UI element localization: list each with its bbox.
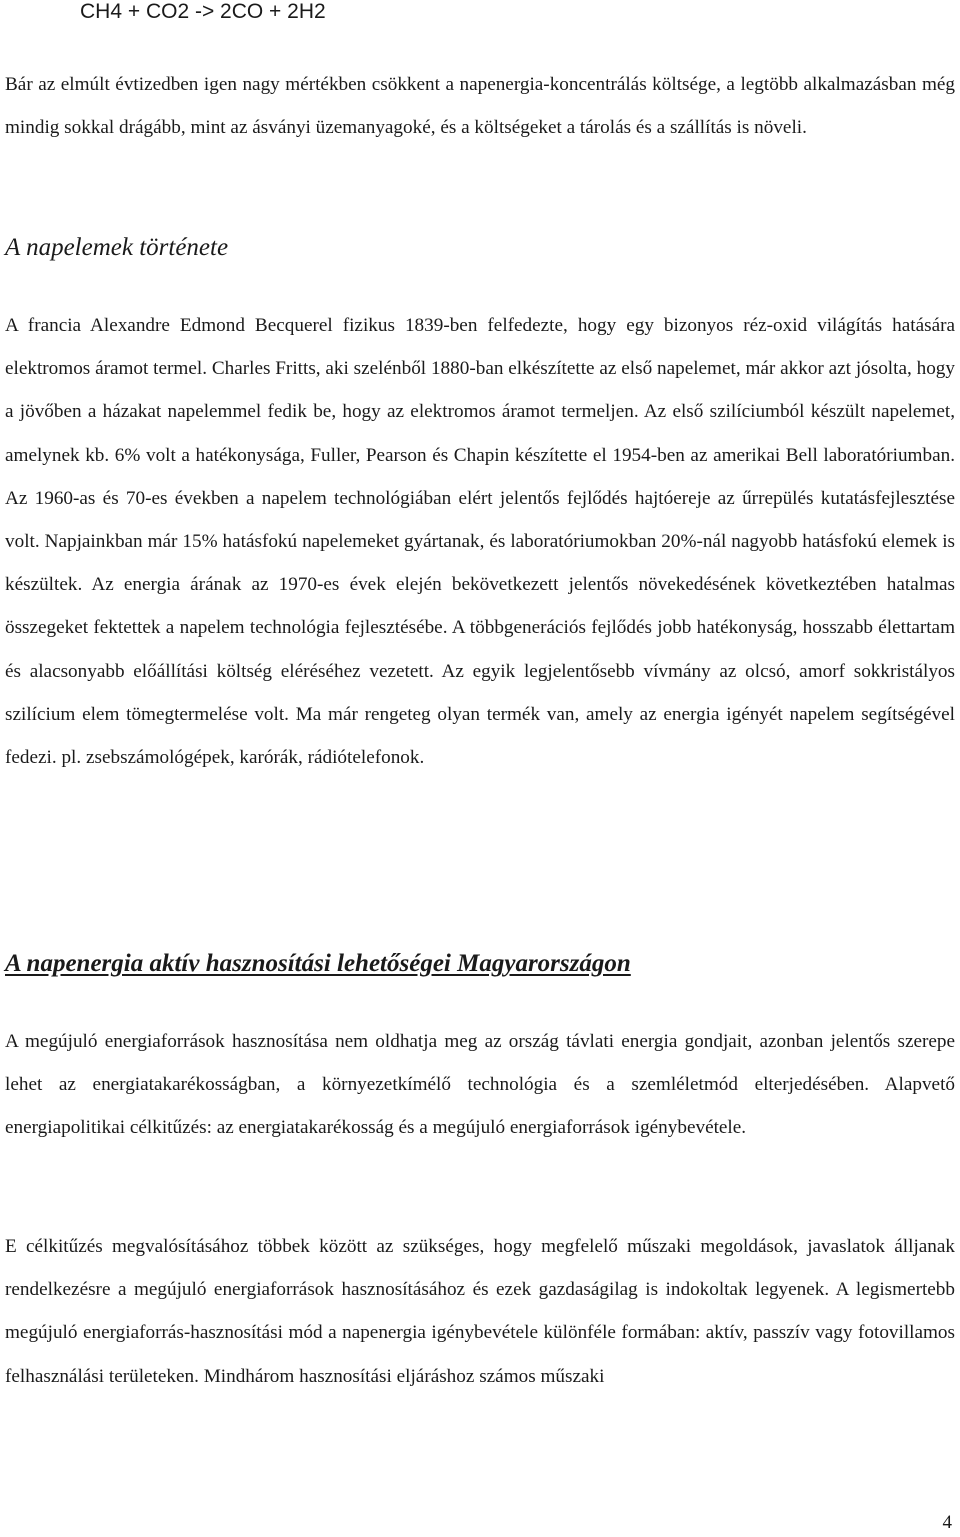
page-number: 4 [942,1512,952,1533]
goal-paragraph: E célkitűzés megvalósításához többek között az szükséges, hogy megfelelő műszaki megoldások, javaslatok álljanak rendelkezésre a megújuló energiaforrások hasznosításához és ezek gazdaságilag is indokoltak legyenek. A legismertebb megújuló energiaforrás-hasznosítási mód a napenergia igénybevétele különféle formában: aktív, passzív vagy fotovillamos felhasználási területeken. Mindhárom hasznosítási eljáráshoz számos műszaki [5,1236,955,1387]
section-heading-history: A napelemek története [5,234,229,261]
section-heading-hungary: A napenergia aktív hasznosítási lehetőségei Magyarországon [5,950,631,977]
chemical-formula: CH4 + CO2 -> 2CO + 2H2 [80,0,326,23]
history-paragraph: A francia Alexandre Edmond Becquerel fizikus 1839-ben felfedezte, hogy egy bizonyos réz-oxid világítás hatására elektromos áramot termel. Charles Fritts, aki szelénből 1880-ban elkészítette az első napelemet, már akkor azt jósolta, hogy a jövőben a házakat napelemmel fedik be, hogy az elektromos áramot termeljen. Az első szilíciumból készült napelemet, amelynek kb. 6% volt a hatékonysága, Fuller, Pearson és Chapin készítette el 1954-ben az amerikai Bell laboratóriumban. Az 1960-as és 70-es években a napelem technológiában elért jelentős fejlődés hajtóereje az űrrepülés kutatásfejlesztése volt. Napjainkban már 15% hatásfokú napelemeket gyártanak, és laboratóriumokban 20%-nál nagyobb hatásfokú elemek is készültek. Az energia árának az 1970-es évek elején bekövetkezett jelentős növekedésének következtében hatalmas összegeket fektettek a napelem technológia fejlesztésébe. A többgenerációs fejlődés jobb hatékonyság, hosszabb élettartam és alacsonyabb előállítási költség eléréséhez vezetett. Az egyik legjelentősebb vívmány az olcsó, amorf sokkristályos szilícium elem tömegtermelése volt. Ma már rengeteg olyan termék van, amely az energia igényét napelem segítségével fedezi. pl. zsebszámológépek, karórák, rádiótelefonok. [5,315,955,769]
hungary-paragraph: A megújuló energiaforrások hasznosítása nem oldhatja meg az ország távlati energia gondjait, azonban jelentős szerepe lehet az energiatakarékosságban, a környezetkímélő technológia és a szemléletmód elterjedésében. Alapvető energiapolitikai célkitűzés: az energiatakarékosság és a megújuló energiaforrások igénybevétele. [5,1031,955,1139]
intro-paragraph: Bár az elmúlt évtizedben igen nagy mértékben csökkent a napenergia-koncentrálás költsége, a legtöbb alkalmazásban még mindig sokkal drágább, mint az ásványi üzemanyagoké, és a költségeket a tárolás és a szállítás is növeli. [5,74,955,139]
